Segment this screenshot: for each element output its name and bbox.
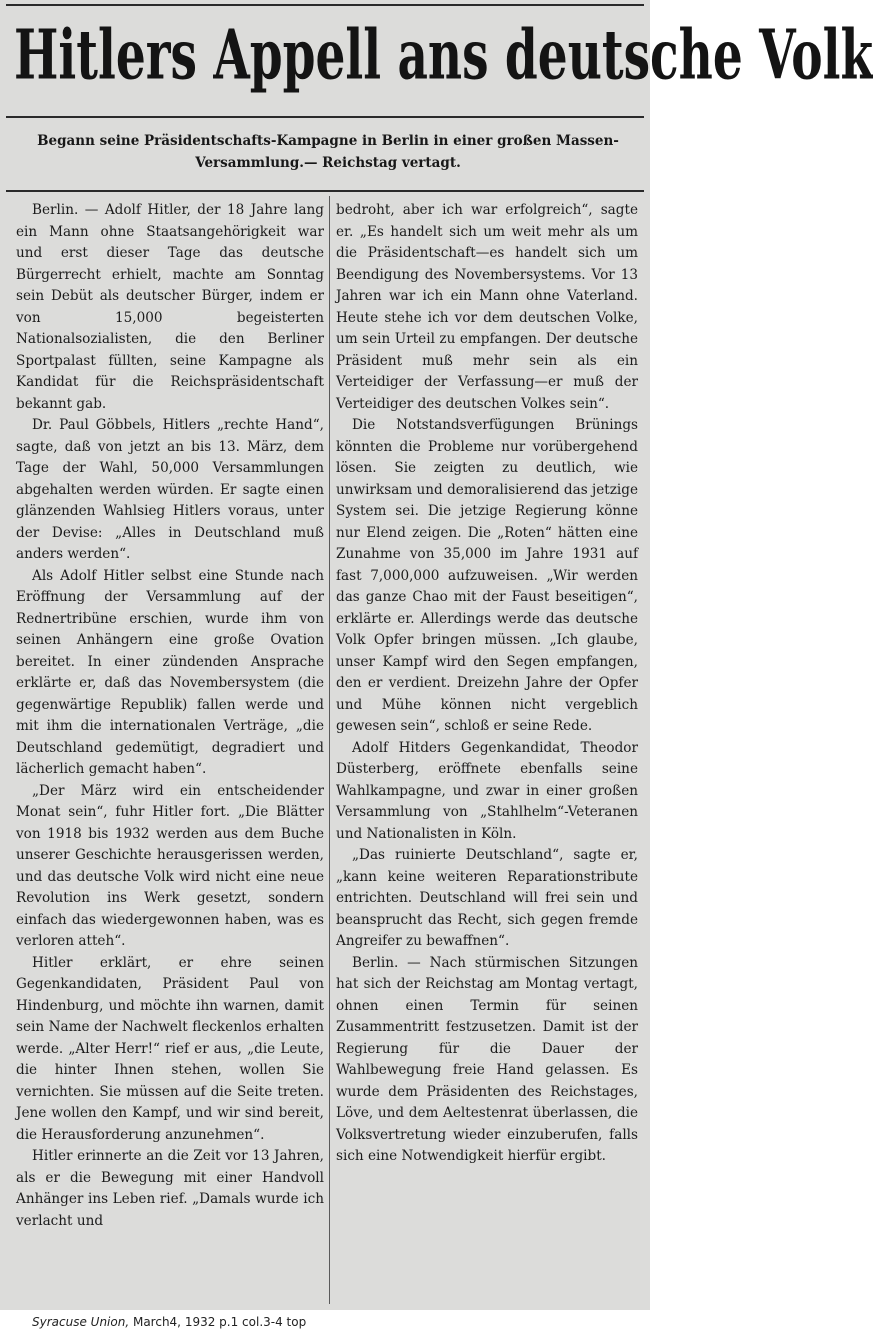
- subheadline-rule: [6, 190, 644, 192]
- subheadline: Begann seine Präsidentschafts-Kampagne in Berlin in einer großen Massen-Versammlung.— Reichstag vertagt.: [37, 133, 619, 171]
- paragraph: Die Notstandsverfügungen Brünings könnten die Probleme nur vorübergehend lösen. Sie zeigten zu deutlich, wie unwirksam und demoralisierend das jetzige System sei. Die jetzige Regierung könne nur Elend zeigen. Die „Roten“ hätten eine Zunahme von 35,000 im Jahre 1931 auf fast 7,000,000 aufzuweisen. „Wir werden das ganze Chao mit der Faust beseitigen“, erklärte er. Allerdings werde das deutsche Volk Opfer bringen müssen. „Ich glaube, unser Kampf wird den Segen empfangen, den er verdient. Dreizehn Jahre der Opfer und Mühe können nicht vergeblich gewesen sein“, schloß er seine Rede.: [336, 417, 638, 734]
- column-divider: [329, 196, 330, 1304]
- paragraph: „Das ruinierte Deutschland“, sagte er, „kann keine weiteren Reparationstribute entrichten. Deutschland will frei sein und beansprucht das Recht, sich gegen fremde Angreifer zu bewaffnen“.: [336, 847, 638, 949]
- left-column: [16, 200, 324, 1300]
- headline-rule: [6, 116, 644, 118]
- paragraph: Hitler erklärt, er ehre seinen Gegenkandidaten, Präsident Paul von Hindenburg, und möchte ihn warnen, damit sein Name der Nachwelt fleckenlos erhalten werde. „Alter Herr!“ rief er aus, „die Leute, die hinter Ihnen stehen, wollen Sie vernichten. Sie müssen auf die Seite treten. Jene wollen den Kampf, und wir sind bereit, die Herausforderung anzunehmen“.: [16, 954, 324, 1143]
- publication-details: March4, 1932 p.1 col.3-4 top: [129, 1315, 307, 1329]
- paragraph: Berlin. — Nach stürmischen Sitzungen hat sich der Reichstag am Montag vertagt, ohnen einen Termin für seinen Zusammentritt festzusetzen. Damit ist der Regierung für die Dauer der Wahlbewegung freie Hand gelassen. Es wurde dem Präsidenten des Reichstages, Löve, und dem Aeltestenrat überlassen, die Volksvertretung wieder einzuberufen, falls sich eine Notwendigkeit hierfür ergibt.: [336, 954, 638, 1164]
- publication-name: Syracuse Union,: [32, 1315, 130, 1329]
- paragraph: Berlin. — Adolf Hitler, der 18 Jahre lang ein Mann ohne Staatsangehörigkeit war und erst dieser Tage das deutsche Bürgerrecht erhielt, machte am Sonntag sein Debüt als deutscher Bürger, indem er von 15,000 begeisterten Nationalsozialisten, die den Berliner Sportpalast füllten, seine Kampagne als Kandidat für die Reichspräsidentschaft bekannt gab.: [16, 202, 324, 412]
- top-rule: [6, 4, 644, 6]
- paragraph: „Der März wird ein entscheidender Monat sein“, fuhr Hitler fort. „Die Blätter von 1918 bis 1932 werden aus dem Buche unserer Geschichte herausgerissen werden, und das deutsche Volk wird nicht eine neue Revolution ins Werk gesetzt, sondern einfach das wiedergewonnen haben, was es verloren atteh“.: [16, 782, 324, 949]
- paragraph: Als Adolf Hitler selbst eine Stunde nach Eröffnung der Versammlung auf der Rednertribüne erschien, wurde ihm von seinen Anhängern eine große Ovation bereitet. In einer zündenden Ansprache erklärte er, daß das Novembersystem (die gegenwärtige Republik) fallen werde und mit ihm die internationalen Verträge, „die Deutschland gedemütigt, degradiert und lächerlich gemacht haben“.: [16, 567, 324, 777]
- right-column: [336, 200, 638, 1300]
- source-caption: [32, 1314, 306, 1330]
- paragraph: Adolf Hitders Gegenkandidat, Theodor Düsterberg, eröffnete ebenfalls seine Wahlkampagne, und zwar in einer großen Versammlung von „Stahlhelm“-Veteranen und Nationalisten in Köln.: [336, 739, 638, 842]
- paragraph: Hitler erinnerte an die Zeit vor 13 Jahren, als er die Bewegung mit einer Handvoll Anhänger ins Leben rief. „Damals wurde ich verlacht und: [16, 1148, 324, 1229]
- headline: Hitlers Appell ans deutsche Volk: [14, 16, 873, 96]
- paragraph: bedroht, aber ich war erfolgreich“, sagte er. „Es handelt sich um weit mehr als um die Präsidentschaft—es handelt sich um Beendigung des Novembersystems. Vor 13 Jahren war ich ein Mann ohne Vaterland. Heute stehe ich vor dem deutschen Volke, um sein Urteil zu empfangen. Der deutsche Präsident muß mehr sein als ein Verteidiger der Verfassung—er muß der Verteidiger des deutschen Volkes sein“.: [336, 202, 638, 412]
- paragraph: Dr. Paul Göbbels, Hitlers „rechte Hand“, sagte, daß von jetzt an bis 13. März, dem Tage der Wahl, 50,000 Versammlungen abgehalten werden würden. Er sagte einen glänzenden Wahlsieg Hitlers voraus, unter der Devise: „Alles in Deutschland muß anders werden“.: [16, 417, 324, 562]
